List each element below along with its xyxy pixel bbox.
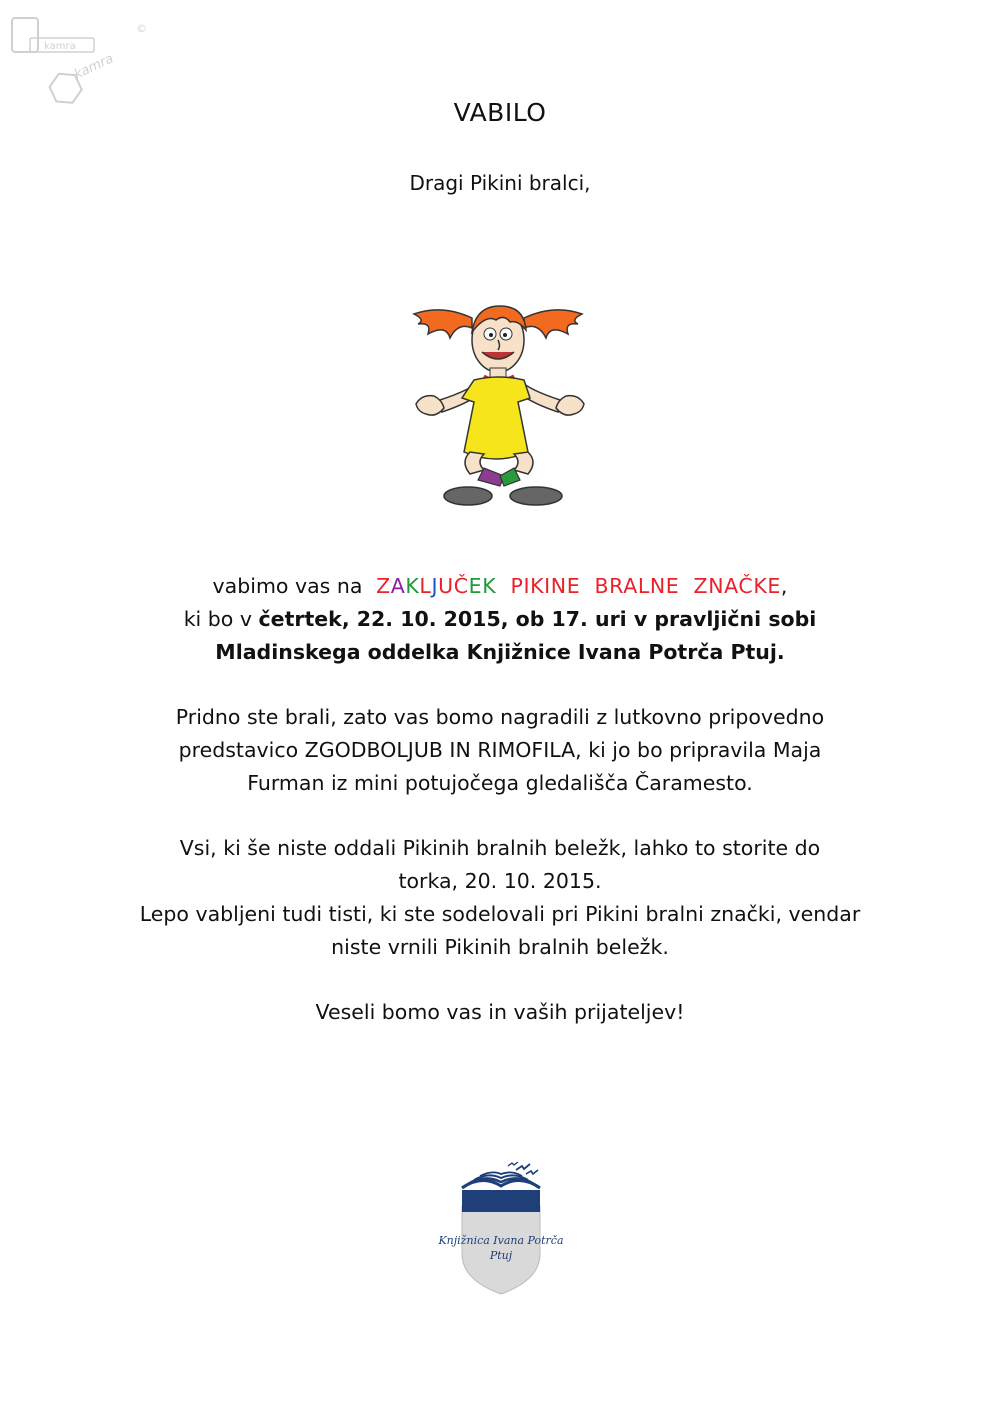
paragraph-line: Pridno ste brali, zato vas bomo nagradili z lutkovno pripovedno — [175, 705, 825, 729]
invitation-comma: , — [780, 574, 788, 598]
event-name-letter: A — [390, 574, 406, 598]
event-name-word: BRALNE — [580, 574, 680, 598]
event-name-letter: Z — [376, 574, 391, 598]
invitation-prefix: vabimo vas na — [212, 574, 363, 598]
event-name-rest — [496, 574, 781, 598]
event-name-letter: E — [468, 574, 483, 598]
paragraph-deadline — [0, 832, 1000, 964]
event-name-word: ZNAČKE — [679, 574, 781, 598]
paragraph-line: niste vrnili Pikinih bralnih beležk. — [331, 935, 669, 959]
event-name — [369, 574, 781, 598]
closing-text: Veseli bomo vas in vaših prijateljev! — [315, 1000, 685, 1024]
event-name-first-word — [376, 574, 496, 598]
event-name-letter: K — [482, 574, 497, 598]
page-title: VABILO — [453, 98, 547, 127]
paragraph-line: torka, 20. 10. 2015. — [398, 869, 602, 893]
logo-text-city: Ptuj — [489, 1249, 513, 1262]
paragraph-line: Furman iz mini potujočega gledališča Čaramesto. — [247, 771, 753, 795]
greeting: Dragi Pikini bralci, — [409, 171, 591, 195]
event-name-word: PIKINE — [496, 574, 581, 598]
invitation-line-2-prefix: ki bo v — [183, 607, 252, 631]
paragraph-line: Lepo vabljeni tudi tisti, ki ste sodelovali pri Pikini bralni znački, vendar — [139, 902, 861, 926]
logo-text-name: Knjižnica Ivana Potrča — [438, 1234, 564, 1247]
closing-line — [0, 996, 1000, 1029]
invitation-line-2 — [0, 603, 1000, 636]
event-name-letter: L — [419, 574, 432, 598]
svg-text:kamra: kamra — [44, 41, 76, 52]
kamra-watermark-logo — [8, 12, 148, 112]
invitation-line-1 — [0, 570, 1000, 603]
paragraph-line: Vsi, ki še niste oddali Pikinih bralnih beležk, lahko to storite do — [179, 836, 821, 860]
event-name-letter: U — [438, 574, 454, 598]
event-name-letter: K — [405, 574, 420, 598]
event-location: Mladinskega oddelka Knjižnice Ivana Potrča Ptuj. — [215, 640, 785, 664]
svg-text:kamra: kamra — [71, 51, 116, 83]
paragraph-reward — [0, 701, 1000, 800]
event-date-time: četrtek, 22. 10. 2015, ob 17. uri v pravljični sobi — [258, 607, 817, 631]
paragraph-line: predstavico ZGODBOLJUB IN RIMOFILA, ki jo bo pripravila Maja — [178, 738, 822, 762]
event-name-letter: J — [431, 574, 439, 598]
svg-text:©: © — [136, 22, 147, 35]
library-logo — [428, 1162, 574, 1297]
pika-girl-illustration — [410, 296, 590, 512]
event-name-letter: Č — [453, 574, 469, 598]
invitation-block — [0, 570, 1000, 669]
